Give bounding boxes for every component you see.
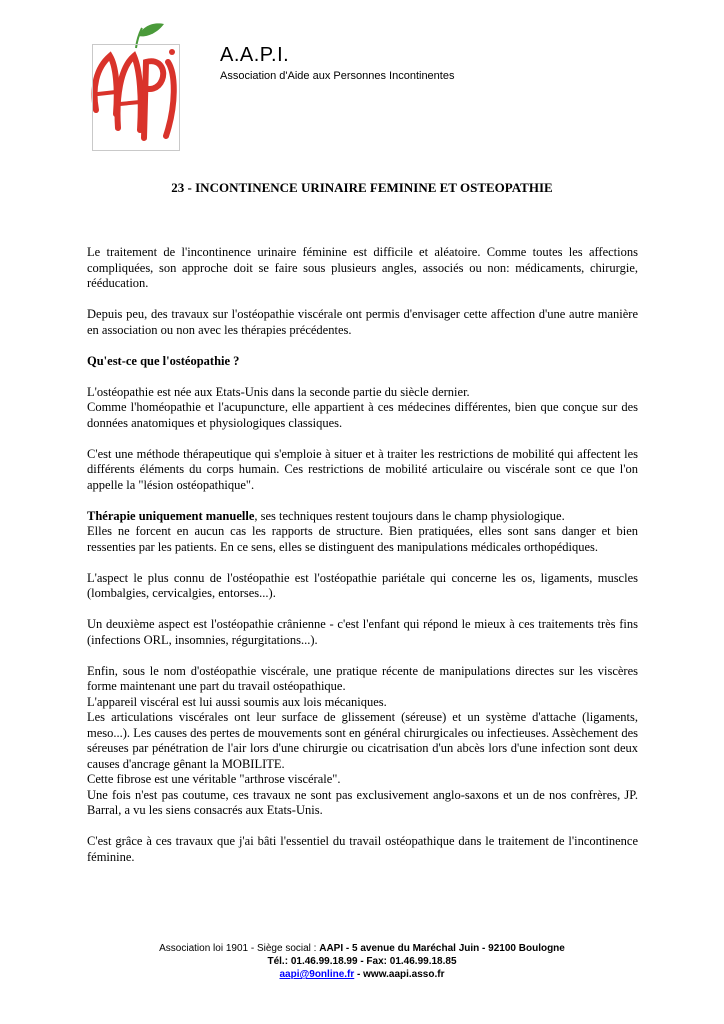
paragraph-3 <box>87 385 638 432</box>
paragraph-2: Depuis peu, des travaux sur l'ostéopathie viscérale ont permis d'envisager cette affection d'une autre manière en association ou non avec les thérapies précédentes. <box>87 307 638 337</box>
logo-frame <box>92 44 180 151</box>
paragraph-4: C'est une méthode thérapeutique qui s'emploie à situer et à traiter les restrictions de mobilité qui affectent les différents éléments du corps humain. Ces restrictions de mobilité articulaire ou viscérale sont ce que l'on appelle la "lésion ostéopathique". <box>87 446 638 492</box>
paragraph-6: L'aspect le plus connu de l'ostéopathie est l'ostéopathie pariétale qui concerne les os, ligaments, muscles (lombalgies, cervicalgies, entorses...). <box>87 570 638 600</box>
paragraph-7: Un deuxième aspect est l'ostéopathie crânienne - c'est l'enfant qui répond le mieux à ces traitements très fins (infections ORL, insomnies, régurgitations...). <box>87 617 638 647</box>
paragraph-5-line-2: Elles ne forcent en aucun cas les rapports de structure. Bien pratiquées, elles sont sans danger et bien ressenties par les patients. En ce sens, elles se distinguent des manipulations médicales orthopédiques. <box>87 524 638 554</box>
paragraph-5-rest: , ses techniques restent toujours dans le champ physiologique. <box>254 508 565 523</box>
footer <box>0 942 724 981</box>
paragraph-5-bold: Thérapie uniquement manuelle <box>87 508 255 523</box>
footer-line-2 <box>0 955 724 968</box>
paragraph-8 <box>87 664 638 819</box>
paragraph-9: C'est grâce à ces travaux que j'ai bâti l'essentiel du travail ostéopathique dans le traitement de l'incontinence féminine. <box>87 834 638 864</box>
footer-phone: Tél.: 01.46.99.18.99 - Fax: 01.46.99.18.85 <box>267 956 457 967</box>
footer-line-1 <box>0 942 724 955</box>
paragraph-8-line-1: Enfin, sous le nom d'ostéopathie viscérale, une pratique récente de manipulations directes sur les viscères forme maintenant une part du travail ostéopathique. <box>87 663 638 693</box>
paragraph-1: Le traitement de l'incontinence urinaire féminine est difficile et aléatoire. Comme toutes les affections compliquées, son approche doit se faire sous plusieurs angles, associés ou non: médicaments, chirurgie, rééducation. <box>87 245 638 290</box>
footer-website: - www.aapi.asso.fr <box>354 969 445 980</box>
section-heading-text: Qu'est-ce que l'ostéopathie ? <box>87 353 240 368</box>
paragraph-5 <box>87 509 638 556</box>
footer-line-3 <box>0 968 724 981</box>
paragraph-3-line-2: Comme l'homéopathie et l'acupuncture, elle appartient à ces médecines différentes, bien que conçue sur des données anatomiques et physiologiques classiques. <box>87 400 638 430</box>
paragraph-8-line-4: Cette fibrose est une véritable "arthrose viscérale". <box>87 772 341 786</box>
org-subtitle: Association d'Aide aux Personnes Incontinentes <box>220 70 455 82</box>
paragraph-8-line-3: Les articulations viscérales ont leur surface de glissement (séreuse) et un système d'attache (ligaments, meso...). Les causes des pertes de mouvements sont en général chirurgicales ou infectieuses. Assèchement des séreuses par pénétration de l'air lors d'une chirurgie ou cicatrisation d'un abcès lors d'une infection sont deux causes d'ancrage gênant la MOBILITE. <box>87 710 638 771</box>
org-title: A.A.P.I. <box>220 44 290 66</box>
document-title: 23 - INCONTINENCE URINAIRE FEMININE ET OSTEOPATHIE <box>171 180 553 195</box>
footer-email-link[interactable]: aapi@9online.fr <box>279 969 355 980</box>
document-body <box>87 245 638 881</box>
aapi-logo <box>86 18 186 150</box>
paragraph-3-line-1: L'ostéopathie est née aux Etats-Unis dans la seconde partie du siècle dernier. <box>87 384 470 399</box>
footer-association: Association loi 1901 - Siège social : <box>159 943 320 954</box>
paragraph-8-line-2: L'appareil viscéral est lui aussi soumis aux lois mécaniques. <box>87 694 387 709</box>
footer-address: AAPI - 5 avenue du Maréchal Juin - 92100 Boulogne <box>319 943 565 954</box>
paragraph-8-line-5: Une fois n'est pas coutume, ces travaux ne sont pas exclusivement anglo-saxons et un de nos confrères, JP. Barral, a vu les siens consacrés aux Etats-Unis. <box>87 787 638 817</box>
section-heading <box>87 354 638 370</box>
